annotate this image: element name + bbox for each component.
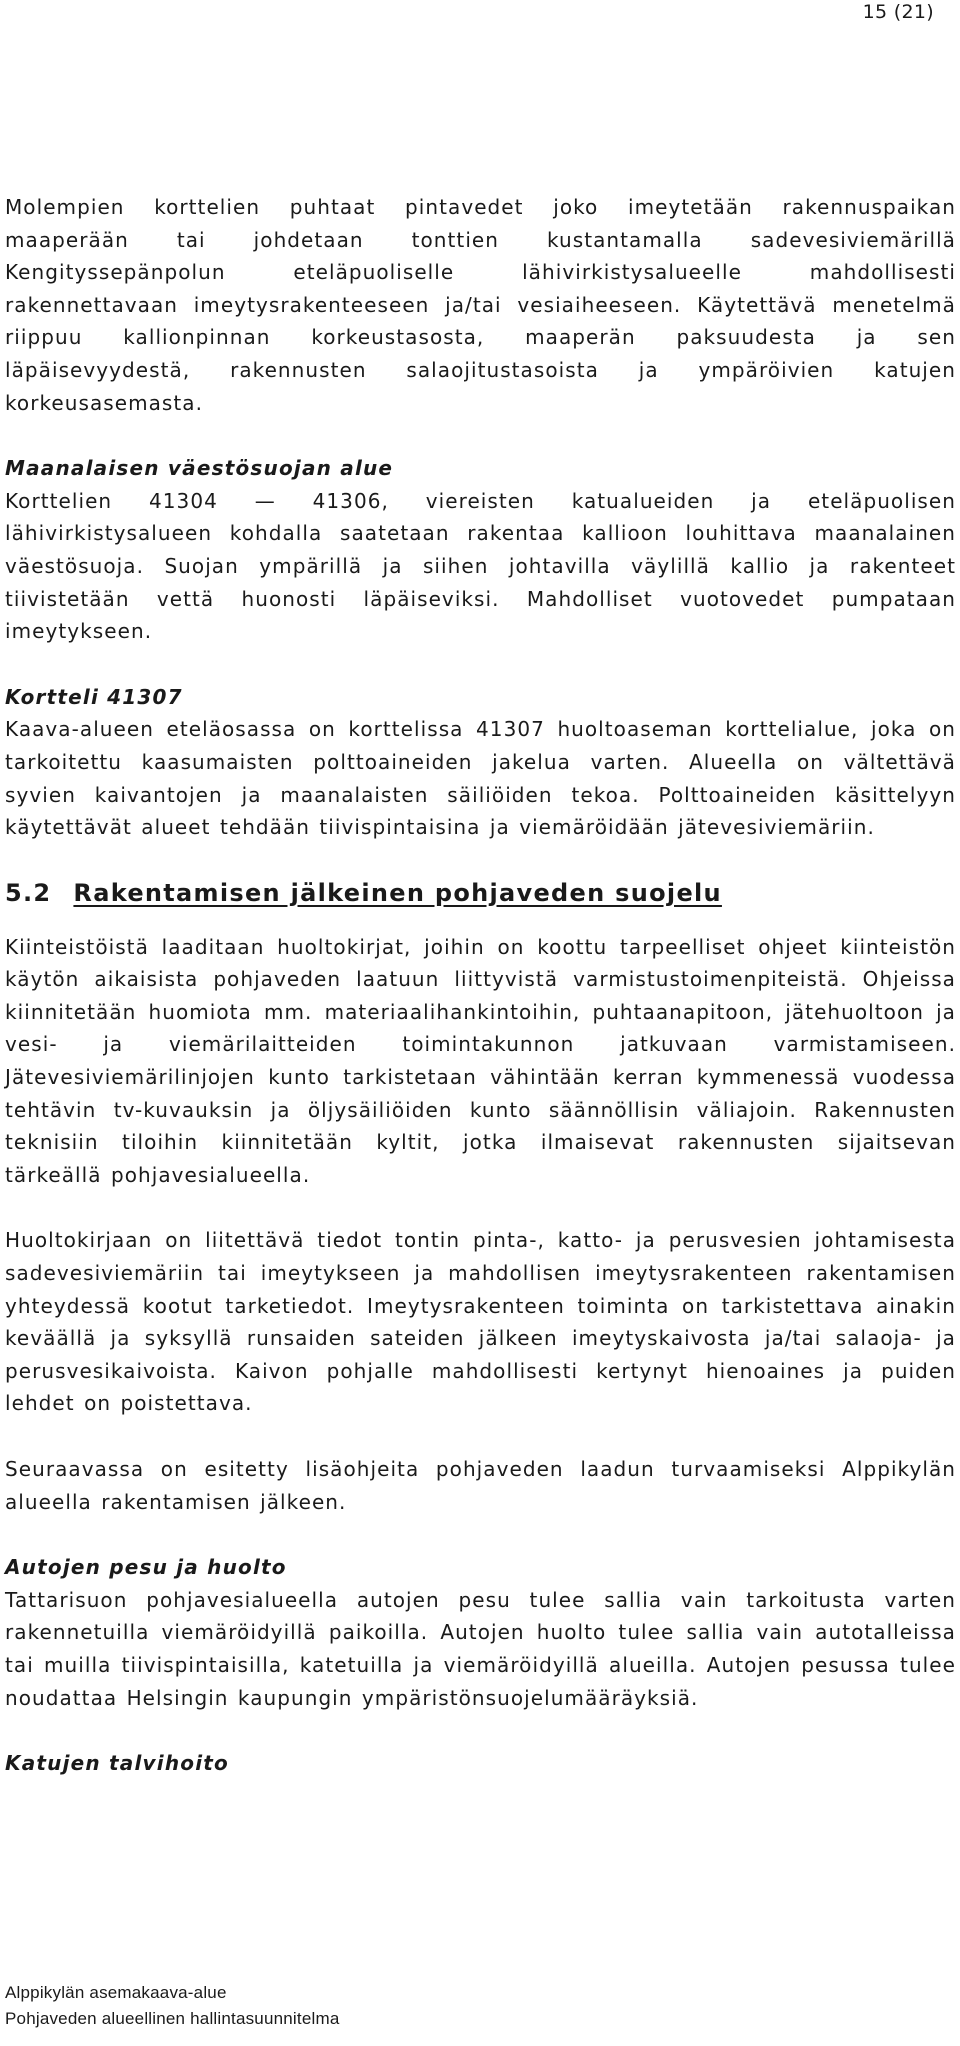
subheading-block-41307: Kortteli 41307: [5, 684, 183, 709]
footer-line-plan: Pohjaveden alueellinen hallintasuunnitelma: [5, 2009, 340, 2028]
section-title: Rakentamisen jälkeinen pohjaveden suojelu: [73, 878, 722, 907]
paragraph-surface-water: Molempien korttelien puhtaat pintavedet joko imeytetään rakennuspaikan maaperään tai johdetaan tonttien kustantamalla sadevesiviemärillä Kengityssepänpolun eteläpuoliselle lähivirkistysalueelle mahdollisesti rakennettavaan imeytysrakenteeseen ja/tai vesiaiheeseen. Käytettävä menetelmä riippuu kallionpinnan korkeustasosta, maaperän paksuudesta ja sen läpäisevyydestä, rakennusten salaojitustasoista ja ympäröivien katujen korkeusasemasta.: [5, 195, 956, 415]
page-footer: [5, 1980, 339, 2032]
section-heading: [5, 877, 956, 909]
subheading-winter-maintenance: Katujen talvihoito: [5, 1751, 229, 1776]
subheading-car-washing: Autojen pesu ja huolto: [5, 1555, 287, 1580]
paragraph-car-washing: Tattarisuon pohjavesialueella autojen pesu tulee sallia vain tarkoitusta varten rakennetuilla viemäröidyillä paikoilla. Autojen huolto tulee sallia vain autotalleissa tai muilla tiivispintaisilla, katetuilla ja viemäröidyillä alueilla. Autojen pesussa tulee noudattaa Helsingin kaupungin ympäristönsuojelumääräyksiä.: [5, 1587, 956, 1710]
footer-line-area: Alppikylän asemakaava-alue: [5, 1983, 227, 2002]
paragraph-underground-shelter: Korttelien 41304 — 41306, viereisten katualueiden ja eteläpuolisen lähivirkistysalueen kohdalla saatetaan rakentaa kallioon louhittava maanalainen väestösuoja. Suojan ympärillä ja siihen johtavilla väylillä kallio ja rakenteet tiivistetään vettä huonosti läpäiseviksi. Mahdolliset vuotovedet pumpataan imeytykseen.: [5, 488, 956, 644]
page-number: 15 (21): [862, 1, 934, 23]
section-number: 5.2: [5, 878, 52, 907]
paragraph-manual-contents: Huoltokirjaan on liitettävä tiedot tontin pinta-, katto- ja perusvesien johtamisesta sadevesiviemäriin tai imeytykseen ja mahdollisen imeytysrakenteen rakentamisen yhteydessä kootut tarketiedot. Imeytysrakenteen toiminta on tarkistettava ainakin keväällä ja syksyllä runsaiden sateiden jälkeen imeytyskaivosta ja/tai salaoja- ja perusvesikaivoista. Kaivon pohjalle mahdollisesti kertynyt hienoaines ja puiden lehdet on poistettava.: [5, 1228, 956, 1416]
subheading-underground-shelter: Maanalaisen väestösuojan alue: [5, 456, 394, 481]
document-body: [5, 191, 956, 1780]
paragraph-additional-guidance: Seuraavassa on esitetty lisäohjeita pohjaveden laadun turvaamiseksi Alppikylän alueella rakentamisen jälkeen.: [5, 1457, 956, 1514]
paragraph-maintenance-manuals: Kiinteistöistä laaditaan huoltokirjat, joihin on koottu tarpeelliset ohjeet kiinteistön käytön aikaisista pohjaveden laatuun liittyvistä varmistustoimenpiteistä. Ohjeissa kiinnitetään huomiota mm. materiaalihankintoihin, puhtaanapitoon, jätehuoltoon ja vesi- ja viemärilaitteiden toimintakunnon jatkuvaan varmistamiseen. Jätevesiviemärilinjojen kunto tarkistetaan vähintään kerran kymmenessä vuodessa tehtävin tv-kuvauksin ja öljysäiliöiden kunto säännöllisin väliajoin. Rakennusten teknisiin tiloihin kiinnitetään kyltit, jotka ilmaisevat rakennusten sijaitsevan tärkeällä pohjavesialueella.: [5, 934, 956, 1187]
paragraph-block-41307: Kaava-alueen eteläosassa on korttelissa 41307 huoltoaseman korttelialue, joka on tarkoitettu kaasumaisten polttoaineiden jakelua varten. Alueella on vältettävä syvien kaivantojen ja maanalaisten säiliöiden tekoa. Polttoaineiden käsittelyyn käytettävät alueet tehdään tiivispintaisina ja viemäröidään jätevesiviemäriin.: [5, 717, 956, 840]
